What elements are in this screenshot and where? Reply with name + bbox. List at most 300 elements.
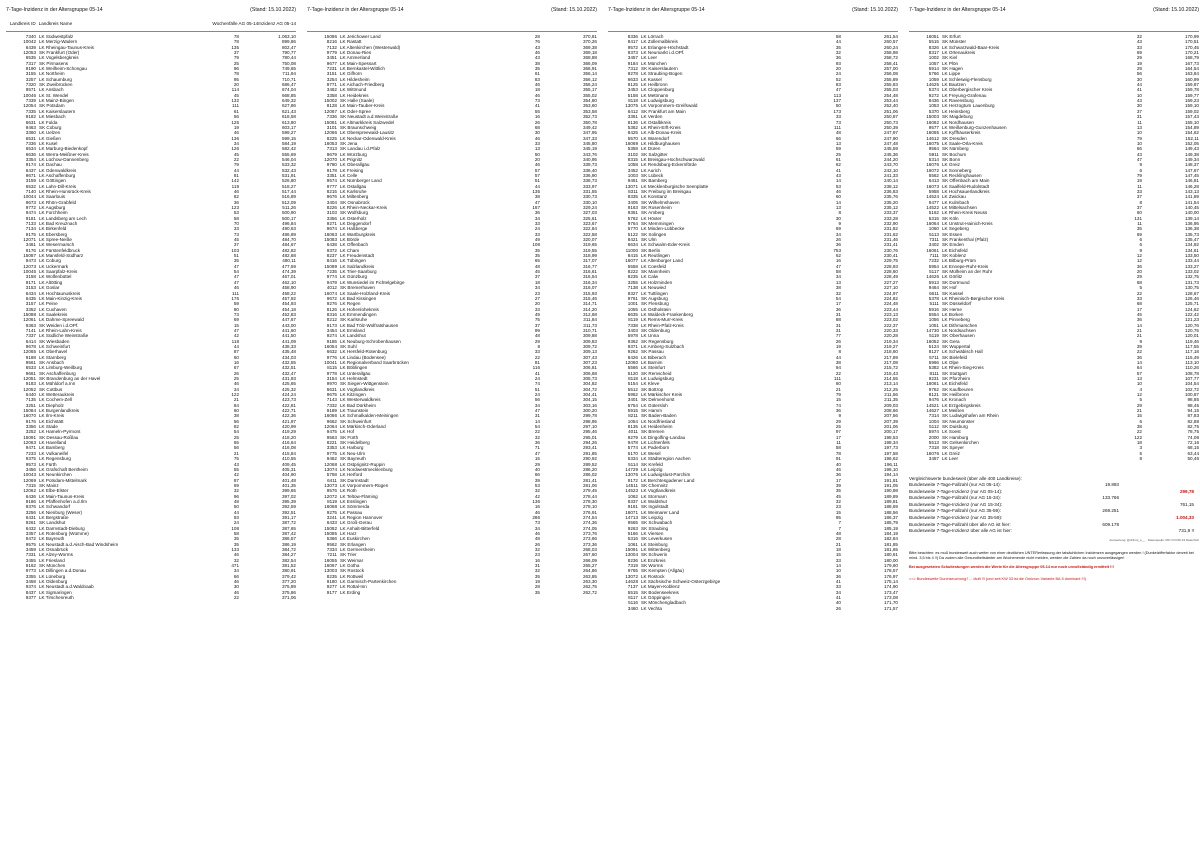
district-id: 5711 xyxy=(929,354,939,360)
district-id: 9474 xyxy=(25,210,36,216)
incidence: 102,72 xyxy=(1184,386,1199,392)
weekly-cases: 32 xyxy=(835,50,841,56)
district-name: LK Rostock xyxy=(641,573,665,579)
weekly-cases: 14 xyxy=(835,199,841,205)
incidence: 353,60 xyxy=(582,103,597,109)
weekly-cases: 471 xyxy=(231,563,239,569)
weekly-cases: 108 xyxy=(231,525,239,531)
district-id: 9263 xyxy=(627,525,638,531)
weekly-cases: 176 xyxy=(231,295,239,301)
incidence: 98,45 xyxy=(1187,402,1199,408)
weekly-cases: 31 xyxy=(534,413,540,419)
district-id: 3103 xyxy=(326,210,337,216)
district-id: 9172 xyxy=(627,477,638,483)
district-name: LK Eichsfeld xyxy=(942,381,968,387)
incidence: 790,77 xyxy=(281,50,296,56)
weekly-cases: 18 xyxy=(534,87,540,93)
weekly-cases: 753 xyxy=(833,247,841,253)
weekly-cases: 31 xyxy=(534,563,540,569)
district-name: LK Prignitz xyxy=(340,156,363,162)
weekly-cases: 23 xyxy=(835,504,841,510)
district-name: LK Fürth xyxy=(39,461,57,467)
district-name: LK Aschaffenburg xyxy=(39,172,76,178)
weekly-cases: 46 xyxy=(534,162,540,168)
incidence: 267,60 xyxy=(582,552,597,558)
incidence: 418,20 xyxy=(281,434,296,440)
incidence: 245,59 xyxy=(883,146,898,152)
weekly-cases: 113 xyxy=(833,92,841,98)
district-id: 5119 xyxy=(929,333,939,339)
weekly-cases: 44 xyxy=(835,39,841,45)
weekly-cases: 50 xyxy=(233,504,239,510)
district-id: 6431 xyxy=(25,514,36,520)
weekly-cases: 126 xyxy=(231,146,239,152)
district-id: 9675 xyxy=(326,392,337,398)
incidence: 441,60 xyxy=(281,327,296,333)
district-name: SK Düsseldorf xyxy=(942,301,972,307)
district-id: 8327 xyxy=(627,290,638,296)
weekly-cases: 36 xyxy=(1136,263,1142,269)
incidence: 415,84 xyxy=(281,450,296,456)
district-name: LK Rheinisch-Bergischer Kreis xyxy=(942,295,1005,301)
incidence: 409,45 xyxy=(281,461,296,467)
district-name: LK Friesland xyxy=(39,557,65,563)
summary-row xyxy=(909,515,1199,522)
district-name: LK Ravensburg xyxy=(942,98,974,104)
district-name: LK Main-Tauber-Kreis xyxy=(340,103,385,109)
district-name: SK Brandenburg an der Havel xyxy=(39,376,101,381)
weekly-cases: 9 xyxy=(838,413,841,419)
district-name: LK Göttingen xyxy=(39,178,66,184)
district-name: SK Hamburg xyxy=(942,434,969,440)
district-id: 8215 xyxy=(326,188,337,194)
district-name: LK Vogtlandkreis xyxy=(340,386,375,392)
district-id: 16053 xyxy=(324,140,337,146)
district-id: 5974 xyxy=(928,429,939,435)
district-name: LK Südwestpfalz xyxy=(39,34,74,39)
district-id: 3159 xyxy=(25,178,36,184)
district-id: 5111 xyxy=(929,301,939,307)
weekly-cases: 36 xyxy=(835,408,841,414)
weekly-cases: 46 xyxy=(233,188,239,194)
incidence: 201,06 xyxy=(883,424,898,430)
district-id: 6440 xyxy=(25,392,36,398)
district-name: LK Altötting xyxy=(39,279,63,285)
incidence: 149,38 xyxy=(1184,151,1199,157)
district-id: 9762 xyxy=(928,386,939,392)
district-name: SK Coburg xyxy=(39,124,62,130)
district-name: LK Sigmaringen xyxy=(39,589,72,595)
district-name: LK Göppingen xyxy=(641,595,671,601)
district-name: LK Plön xyxy=(942,60,959,66)
district-id: 3157 xyxy=(25,301,36,307)
incidence: 329,24 xyxy=(582,205,597,210)
incidence: 278,44 xyxy=(582,493,597,499)
weekly-cases: 132 xyxy=(231,98,239,104)
incidence: 113,10 xyxy=(1185,359,1199,365)
incidence: 276,91 xyxy=(582,509,597,515)
incidence: 170,51 xyxy=(1184,39,1199,45)
district-id: 9163 xyxy=(627,205,638,210)
district-id: 8237 xyxy=(326,253,337,259)
incidence: 375,89 xyxy=(281,584,296,590)
district-name: LK Unstrut-Hainich-Kreis xyxy=(942,221,993,227)
weekly-cases: 78 xyxy=(233,71,239,77)
district-name: LK Rendsburg-Eckernförde xyxy=(641,162,697,168)
summary-v1 xyxy=(1059,528,1119,535)
weekly-cases: 135 xyxy=(532,188,540,194)
weekly-cases: 15 xyxy=(835,509,841,515)
incidence: 227,27 xyxy=(883,279,898,285)
weekly-cases: 38 xyxy=(1136,424,1142,430)
weekly-cases: 45 xyxy=(233,92,239,98)
district-name: SK Kaufbeuren xyxy=(942,386,974,392)
district-id: 15083 xyxy=(324,237,337,243)
district-id: 9473 xyxy=(25,258,36,264)
district-id: 9373 xyxy=(627,50,638,56)
district-name: LK Tübingen xyxy=(340,258,366,264)
weekly-cases: 54 xyxy=(233,429,239,435)
district-id: 9376 xyxy=(25,504,36,510)
weekly-cases: 36 xyxy=(835,242,841,248)
district-id: 9471 xyxy=(25,445,36,451)
incidence: 182,84 xyxy=(883,536,898,542)
weekly-cases: 29 xyxy=(1136,402,1142,408)
weekly-cases: 48 xyxy=(534,263,540,269)
weekly-cases: 43 xyxy=(534,55,540,61)
incidence: 173,47 xyxy=(883,589,898,595)
district-id: 6633 xyxy=(627,76,638,82)
weekly-cases: 87 xyxy=(233,477,239,483)
incidence: 223,13 xyxy=(883,311,898,317)
weekly-cases: 29 xyxy=(1136,55,1142,61)
district-id: 7336 xyxy=(25,140,36,146)
district-name: LK Main-Spessart xyxy=(340,60,377,66)
district-id: 16068 xyxy=(324,504,337,510)
weekly-cases: 22 xyxy=(233,156,239,162)
district-name: LK Westerwaldkreis xyxy=(340,397,381,403)
incidence: 233,28 xyxy=(883,215,898,221)
incidence: 231,62 xyxy=(883,231,898,237)
district-id: 12066 xyxy=(324,130,337,136)
district-name: LK Steinfurt xyxy=(641,365,666,371)
weekly-cases: 66 xyxy=(534,472,540,478)
district-id: 9765 xyxy=(627,568,638,574)
weekly-cases: 33 xyxy=(233,226,239,232)
weekly-cases: 16 xyxy=(534,114,540,120)
weekly-cases: 53 xyxy=(233,210,239,216)
weekly-cases: 32 xyxy=(534,488,540,494)
district-id: 15087 xyxy=(23,253,36,259)
incidence: 384,72 xyxy=(281,547,296,552)
district-name: LK Rhein-Hunsrück-Kreis xyxy=(39,188,91,194)
incidence: 146,81 xyxy=(1184,178,1199,184)
district-id: 12068 xyxy=(324,461,337,467)
district-id: 5314 xyxy=(928,156,939,162)
district-id: 16067 xyxy=(324,563,337,569)
weekly-cases: 46 xyxy=(233,381,239,387)
weekly-cases: 58 xyxy=(233,215,239,221)
district-id: 8336 xyxy=(627,34,638,39)
weekly-cases: 18 xyxy=(1136,440,1142,446)
incidence: 309,88 xyxy=(582,333,597,339)
district-name: LK Freudenstadt xyxy=(340,253,374,259)
district-name: LK Fürstenfeldbruck xyxy=(39,247,81,253)
district-name: LK Rheingau-Taunus-Kreis xyxy=(39,44,94,50)
weekly-cases: 40 xyxy=(835,461,841,467)
district-id: 16065 xyxy=(926,130,939,136)
weekly-cases: 22 xyxy=(1136,429,1142,435)
weekly-cases: 45 xyxy=(534,269,540,275)
weekly-cases: 32 xyxy=(835,498,841,504)
district-name: LK Anhalt-Bitterfeld xyxy=(340,525,380,531)
weekly-cases: 68 xyxy=(1136,301,1142,307)
district-name: LK Coesfeld xyxy=(641,263,667,269)
district-id: 9171 xyxy=(25,279,36,285)
incidence: 379,42 xyxy=(281,573,296,579)
weekly-cases: 136 xyxy=(231,135,239,141)
incidence: 82,75 xyxy=(1187,424,1199,430)
incidence: 261,54 xyxy=(883,34,898,39)
district-name: LK Dahme-Spreewald xyxy=(39,317,84,323)
district-name: LK Dillingen a.d.Donau xyxy=(39,568,86,574)
incidence: 517,44 xyxy=(281,188,296,194)
district-id: 8425 xyxy=(627,130,638,136)
district-name: SK Flensburg xyxy=(641,301,669,307)
incidence: 133,44 xyxy=(1184,258,1199,264)
incidence: 207,56 xyxy=(883,413,898,419)
weekly-cases: 69 xyxy=(1136,50,1142,56)
weekly-cases: 21 xyxy=(233,397,239,403)
district-name: SK Landshut xyxy=(39,520,66,526)
district-name: SK Augsburg xyxy=(641,295,668,301)
district-name: SK Weimar xyxy=(340,557,364,563)
incidence: 155,10 xyxy=(1184,119,1199,125)
weekly-cases: 47 xyxy=(233,327,239,333)
district-name: LK Regionalverband Saarbrücken xyxy=(340,359,409,365)
district-name: LK Gotha xyxy=(340,563,360,569)
district-id: 8316 xyxy=(326,311,337,317)
weekly-cases: 137 xyxy=(833,98,841,104)
incidence: 474,39 xyxy=(281,269,296,275)
weekly-cases: 47 xyxy=(534,408,540,414)
incidence: 133,02 xyxy=(1184,269,1199,275)
weekly-cases: 83 xyxy=(835,82,841,88)
incidence: 135,73 xyxy=(1184,231,1199,237)
incidence: 265,27 xyxy=(582,563,597,569)
incidence: 452,83 xyxy=(281,311,296,317)
incidence: 63,44 xyxy=(1187,450,1199,456)
district-id: 6414 xyxy=(25,338,36,344)
incidence: 447,67 xyxy=(281,317,296,323)
incidence: 78,75 xyxy=(1187,429,1199,435)
weekly-cases: 108 xyxy=(532,242,540,248)
weekly-cases: 17 xyxy=(835,434,841,440)
incidence: 293,41 xyxy=(582,445,597,451)
incidence: 307,43 xyxy=(582,354,597,360)
incidence: 175,14 xyxy=(883,579,898,585)
district-name: LK Recklinghausen xyxy=(942,172,982,178)
district-name: LK Bernkastel-Wittlich xyxy=(340,66,385,72)
district-id: 6438 xyxy=(326,242,337,248)
incidence: 674,04 xyxy=(281,87,296,93)
incidence: 250,39 xyxy=(883,124,898,130)
district-name: LK Trier-Saarburg xyxy=(340,269,377,275)
district-id: 7231 xyxy=(326,66,337,72)
district-name: LK Oberspreewald-Lausitz xyxy=(340,130,395,136)
district-name: LK Peine xyxy=(39,301,58,307)
weekly-cases: 123 xyxy=(231,205,239,210)
incidence: 387,42 xyxy=(281,530,296,536)
incidence: 134,92 xyxy=(1184,242,1199,248)
weekly-cases: 46 xyxy=(534,82,540,88)
summary-v1 xyxy=(1059,502,1119,509)
district-name: SK Pforzheim xyxy=(942,376,971,381)
district-id: 16070 xyxy=(23,413,36,419)
district-id: 3404 xyxy=(326,199,337,205)
district-id: 9363 xyxy=(25,322,36,328)
incidence: 484,70 xyxy=(281,237,296,243)
weekly-cases: 70 xyxy=(233,221,239,227)
district-id: 6412 xyxy=(627,108,638,114)
weekly-cases: 58 xyxy=(835,34,841,39)
district-id: 9479 xyxy=(326,279,337,285)
weekly-cases: 34 xyxy=(233,568,239,574)
district-name: LK Enzkreis xyxy=(641,557,666,563)
summary-row xyxy=(909,482,1199,489)
weekly-cases: 20 xyxy=(835,66,841,72)
weekly-cases: 40 xyxy=(534,466,540,472)
district-name: LK Wittmund xyxy=(340,87,367,93)
incidence: 247,90 xyxy=(883,135,898,141)
district-name: SK Remscheid xyxy=(641,370,672,376)
incidence: 159,23 xyxy=(1184,98,1199,104)
district-name: LK Bayreuth xyxy=(39,536,65,542)
district-name: LK Celle xyxy=(340,172,358,178)
district-id: 9779 xyxy=(326,50,337,56)
weekly-cases: 66 xyxy=(1136,146,1142,152)
incidence: 274,54 xyxy=(582,514,597,520)
weekly-cases: 40 xyxy=(835,600,841,606)
district-id: 9276 xyxy=(326,301,337,307)
incidence: 457,92 xyxy=(281,295,296,301)
incidence: 316,54 xyxy=(582,274,597,280)
incidence: 174,90 xyxy=(883,584,898,590)
district-id: 8235 xyxy=(627,274,638,280)
district-name: LK Ammerland xyxy=(340,55,371,61)
district-id: 3241 xyxy=(326,514,337,520)
weekly-cases: 51 xyxy=(534,178,540,184)
district-name: LK Hersfeld-Rotenburg xyxy=(340,349,387,355)
district-id: 12060 xyxy=(625,359,638,365)
incidence: 179,60 xyxy=(883,563,898,569)
district-id: 3401 xyxy=(627,397,638,403)
weekly-cases: 36 xyxy=(1136,317,1142,323)
incidence: 649,32 xyxy=(281,98,296,104)
district-id: 3402 xyxy=(928,242,939,248)
weekly-cases: 11 xyxy=(1137,183,1142,189)
table-body xyxy=(6,34,296,600)
district-id: 9477 xyxy=(928,199,939,205)
incidence: 184,19 xyxy=(883,530,898,536)
district-name: LK Erzgebirgskreis xyxy=(942,402,981,408)
weekly-cases: 51 xyxy=(534,386,540,392)
district-name: SK Zweibrücken xyxy=(39,82,73,88)
weekly-cases: 15 xyxy=(835,552,841,558)
incidence: 384,27 xyxy=(281,552,296,558)
district-id: 7143 xyxy=(326,397,337,403)
incidence: 254,48 xyxy=(883,92,898,98)
table-header xyxy=(608,21,898,32)
district-id: 3151 xyxy=(326,71,337,77)
weekly-cases: 80 xyxy=(233,306,239,312)
weekly-cases: 20 xyxy=(1136,269,1142,275)
incidence: 375,86 xyxy=(281,589,296,595)
district-name: SK Neumünster xyxy=(942,418,975,424)
incidence: 230,41 xyxy=(883,253,898,259)
weekly-cases: 24 xyxy=(233,520,239,526)
district-name: LK Oldenburg xyxy=(39,579,68,585)
district-name: LK Neu-Ulm xyxy=(340,450,366,456)
district-name: SK Duisburg xyxy=(942,424,968,430)
incidence: 278,10 xyxy=(582,504,597,510)
district-name: LK Holzminden xyxy=(641,279,673,285)
district-name: LK Goslar xyxy=(39,285,60,291)
incidence: 139,14 xyxy=(1184,215,1199,221)
district-id: 13072 xyxy=(625,573,638,579)
weekly-cases: 61 xyxy=(534,71,540,77)
weekly-cases: 26 xyxy=(233,370,239,376)
district-id: 14625 xyxy=(926,82,939,88)
district-id: 1059 xyxy=(928,76,939,82)
weekly-cases: 16 xyxy=(534,557,540,563)
district-name: LK Bitburg-Prüm xyxy=(942,258,976,264)
weekly-cases: 36 xyxy=(835,55,841,61)
district-name: LK Offenbach xyxy=(340,242,369,248)
incidence: 392,51 xyxy=(281,509,296,515)
district-id: 6535 xyxy=(25,55,36,61)
district-name: LK Teltow-Fläming xyxy=(340,493,378,499)
district-id: 7137 xyxy=(627,584,638,590)
weekly-cases: 32 xyxy=(534,568,540,574)
weekly-cases: 24 xyxy=(835,71,841,77)
incidence: 294,26 xyxy=(582,440,597,446)
weekly-cases: 41 xyxy=(835,595,841,601)
district-id: 9776 xyxy=(326,354,337,360)
incidence: 599,27 xyxy=(281,130,296,136)
district-name: LK Vulkaneifel xyxy=(39,450,69,456)
district-id: 1060 xyxy=(928,226,939,232)
district-id: 12054 xyxy=(23,103,36,109)
district-id: 9275 xyxy=(326,509,337,515)
incidence: 208,66 xyxy=(883,408,898,414)
district-id: 9679 xyxy=(326,151,337,157)
district-id: 2000 xyxy=(928,434,939,440)
district-id: 3358 xyxy=(326,92,337,98)
district-name: LK Lüneburg xyxy=(39,573,66,579)
weekly-cases: 25 xyxy=(233,60,239,66)
district-name: LK Soest xyxy=(942,429,961,435)
weekly-cases: 122 xyxy=(231,392,239,398)
weekly-cases: 60 xyxy=(233,354,239,360)
district-name: LK Greiz xyxy=(942,450,960,456)
summary-v1: 609.178 xyxy=(1102,521,1119,527)
district-id: 9970 xyxy=(326,381,337,387)
district-name: LK Main-Taunus-Kreis xyxy=(39,493,85,499)
weekly-cases: 91 xyxy=(835,456,841,462)
incidence: 432,55 xyxy=(281,359,296,365)
district-id: 11000 xyxy=(625,247,638,253)
